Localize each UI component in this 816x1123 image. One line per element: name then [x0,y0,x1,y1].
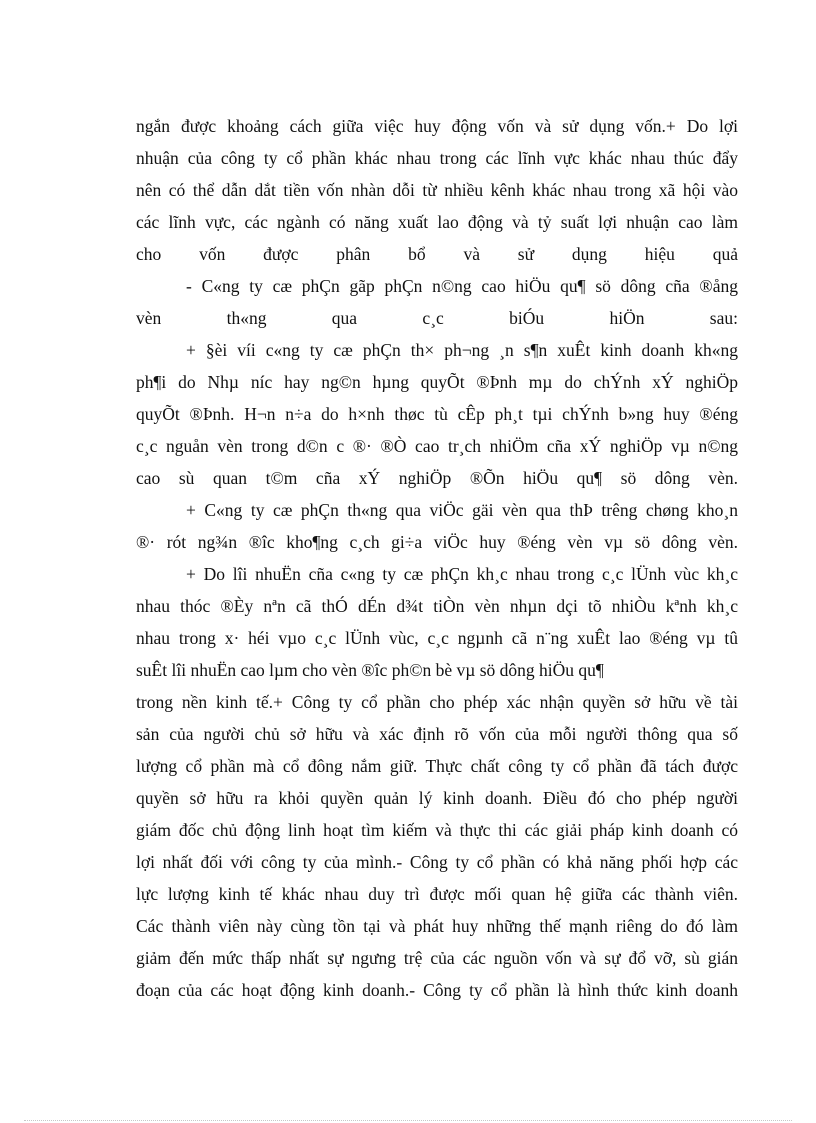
text-line: + Do lîi nhuËn cña c«ng ty cæ phÇn kh¸c nhau trong c¸c lÜnh vùc kh¸c [186,564,738,584]
text-line: lực lượng kinh tế khác nhau duy trì được mối quan hệ giữa các thành viên. [136,884,738,904]
text-line: ph¶i do Nhµ níc hay ng©n hµng quyÕt ®Þnh mµ do chÝnh xÝ nghiÖp [136,372,738,392]
text-line: giảm đến mức thấp nhất sự ngưng trệ của các nguồn vốn và sự đổ vỡ, sù gián [136,948,738,968]
text-line: suÊt lîi nhuËn cao lµm cho vèn ®îc ph©n bè vµ sö dông hiÖu qu¶ [136,660,604,680]
text-line: + §èi víi c«ng ty cæ phÇn th× ph¬ng ¸n s¶n xuÊt kinh doanh kh«ng [186,340,738,360]
text-line: + C«ng ty cæ phÇn th«ng qua viÖc gäi vèn qua thÞ trêng chøng kho¸n [186,500,738,520]
text-line: Các thành viên này cùng tồn tại và phát huy những thế mạnh riêng do đó làm [136,916,738,936]
text-line: ®· rót ng¾n ®îc kho¶ng c¸ch gi÷a viÖc huy ®éng vèn vµ sö dông vèn. [136,532,738,552]
text-line: quyÕt ®Þnh. H¬n n÷a do h×nh thøc tù cÊp ph¸t tµi chÝnh b»ng huy ®éng [136,404,738,424]
footer-divider [24,1120,792,1121]
text-line: - C«ng ty cæ phÇn gãp phÇn n©ng cao hiÖu qu¶ sö dông cña ®ång [186,276,738,296]
text-line: giám đốc chủ động linh hoạt tìm kiếm và thực thi các giải pháp kinh doanh có [136,820,738,840]
text-line: nhuận của công ty cổ phần khác nhau trong các lĩnh vực khác nhau thúc đẩy [136,148,738,168]
text-line: lượng cổ phần mà cổ đông nắm giữ. Thực chất công ty cổ phần đã tách được [136,756,738,776]
text-line: lợi nhất đối với công ty của mình.- Công ty cổ phần có khả năng phối hợp các [136,852,738,872]
text-line: cho vốn được phân bổ và sử dụng hiệu quả [136,244,738,264]
text-line: nhau trong x· héi vµo c¸c lÜnh vùc, c¸c ngµnh cã n¨ng xuÊt lao ®éng vµ tû [136,628,738,648]
text-line: đoạn của các hoạt động kinh doanh.- Công ty cổ phần là hình thức kinh doanh [136,980,738,1000]
text-line: nên có thể dẫn dắt tiền vốn nhàn dỗi từ nhiều kênh khác nhau trong xã hội vào [136,180,738,200]
text-line: trong nền kinh tế.+ Công ty cổ phần cho phép xác nhận quyền sở hữu về tài [136,692,738,712]
text-line: c¸c nguån vèn trong d©n c ®· ®Ò cao tr¸ch nhiÖm cña xÝ nghiÖp vµ n©ng [136,436,738,456]
text-line: các lĩnh vực, các ngành có năng xuất lao động và tỷ suất lợi nhuận cao làm [136,212,738,232]
text-line: sản của người chủ sở hữu và xác định rõ vốn của mỗi người thông qua số [136,724,738,744]
text-line: nhau thóc ®Èy nªn cã thÓ dÉn d¾t tiÒn vèn nhµn dçi tõ nhiÒu kªnh kh¸c [136,596,738,616]
text-line: cao sù quan t©m cña xÝ nghiÖp ®Õn hiÖu qu¶ sö dông vèn. [136,468,738,488]
text-line: quyền sở hữu ra khỏi quyền quản lý kinh doanh. Điều đó cho phép người [136,788,738,808]
text-line: ngắn được khoảng cách giữa việc huy động vốn và sử dụng vốn.+ Do lợi [136,116,738,136]
text-line: vèn th«ng qua c¸c biÓu hiÖn sau: [136,308,738,328]
